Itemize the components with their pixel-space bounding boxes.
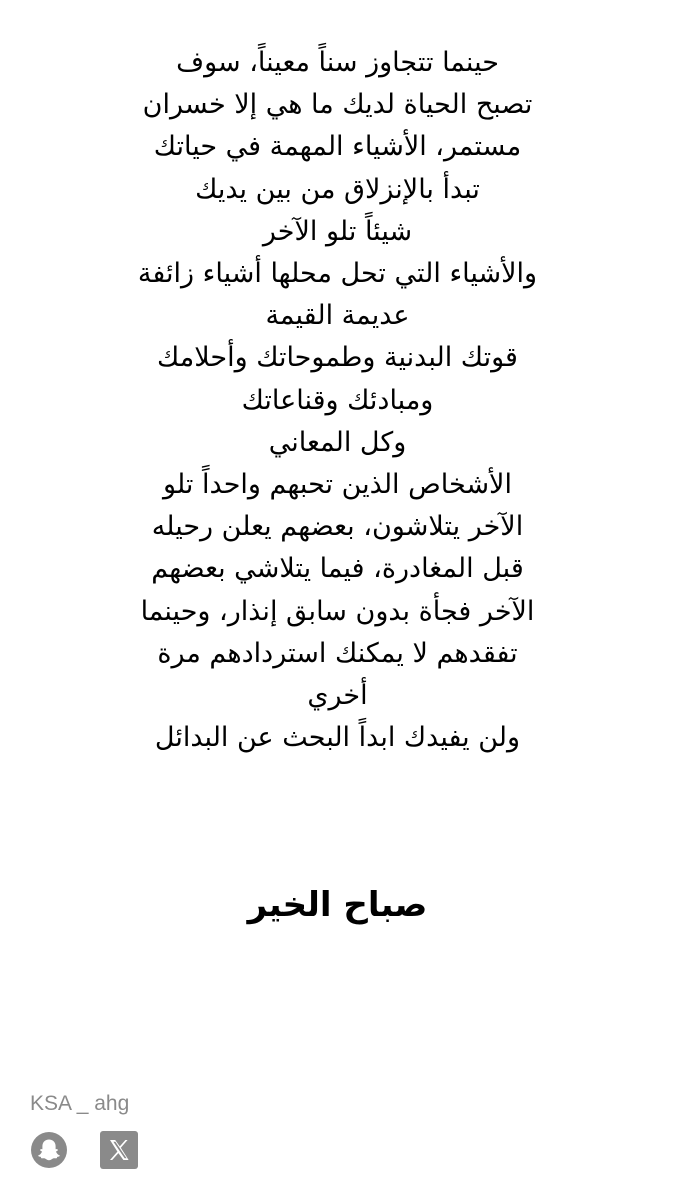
x-logo-icon[interactable] [100,1131,138,1169]
poem-line: الآخر فجأة بدون سابق إنذار، وحينما [140,595,535,627]
poem-line: تفقدهم لا يمكنك استردادهم مرة [157,637,518,669]
poem-line: ومبادئك وقناعاتك [241,384,434,416]
poem-line: والأشياء التي تحل محلها أشياء زائفة [137,258,538,290]
poem-line: ولن يفيدك ابداً البحث عن البدائل [154,722,521,754]
poem-line: عديمة القيمة [265,300,410,332]
poem-line: تصبح الحياة لديك ما هي إلا خسران [142,89,533,121]
poem-text [60,42,615,759]
poem-line: قوتك البدنية وطموحاتك وأحلامك [157,342,518,374]
poem-line: الأشخاص الذين تحبهم واحداً تلو [163,469,512,501]
poem-line: الآخر يتلاشون، بعضهم يعلن رحيله [151,511,524,543]
poem-line: حينما تتجاوز سناً معيناً، سوف [176,47,499,78]
poem-line: وكل المعاني [268,426,407,458]
poem-line: تبدأ بالإنزلاق من بين يديك [195,173,480,205]
poem-line: مستمر، الأشياء المهمة في حياتك [153,131,522,163]
poem-line: شيئاً تلو الآخر [262,215,413,247]
account-handle: KSA _ ahg [30,1092,130,1115]
poem-line: أخري [307,680,368,712]
poem-line: قبل المغادرة، فيما يتلاشي بعضهم [151,553,524,585]
snapchat-icon[interactable] [30,1131,68,1169]
greeting-heading: صباح الخير [247,885,428,925]
